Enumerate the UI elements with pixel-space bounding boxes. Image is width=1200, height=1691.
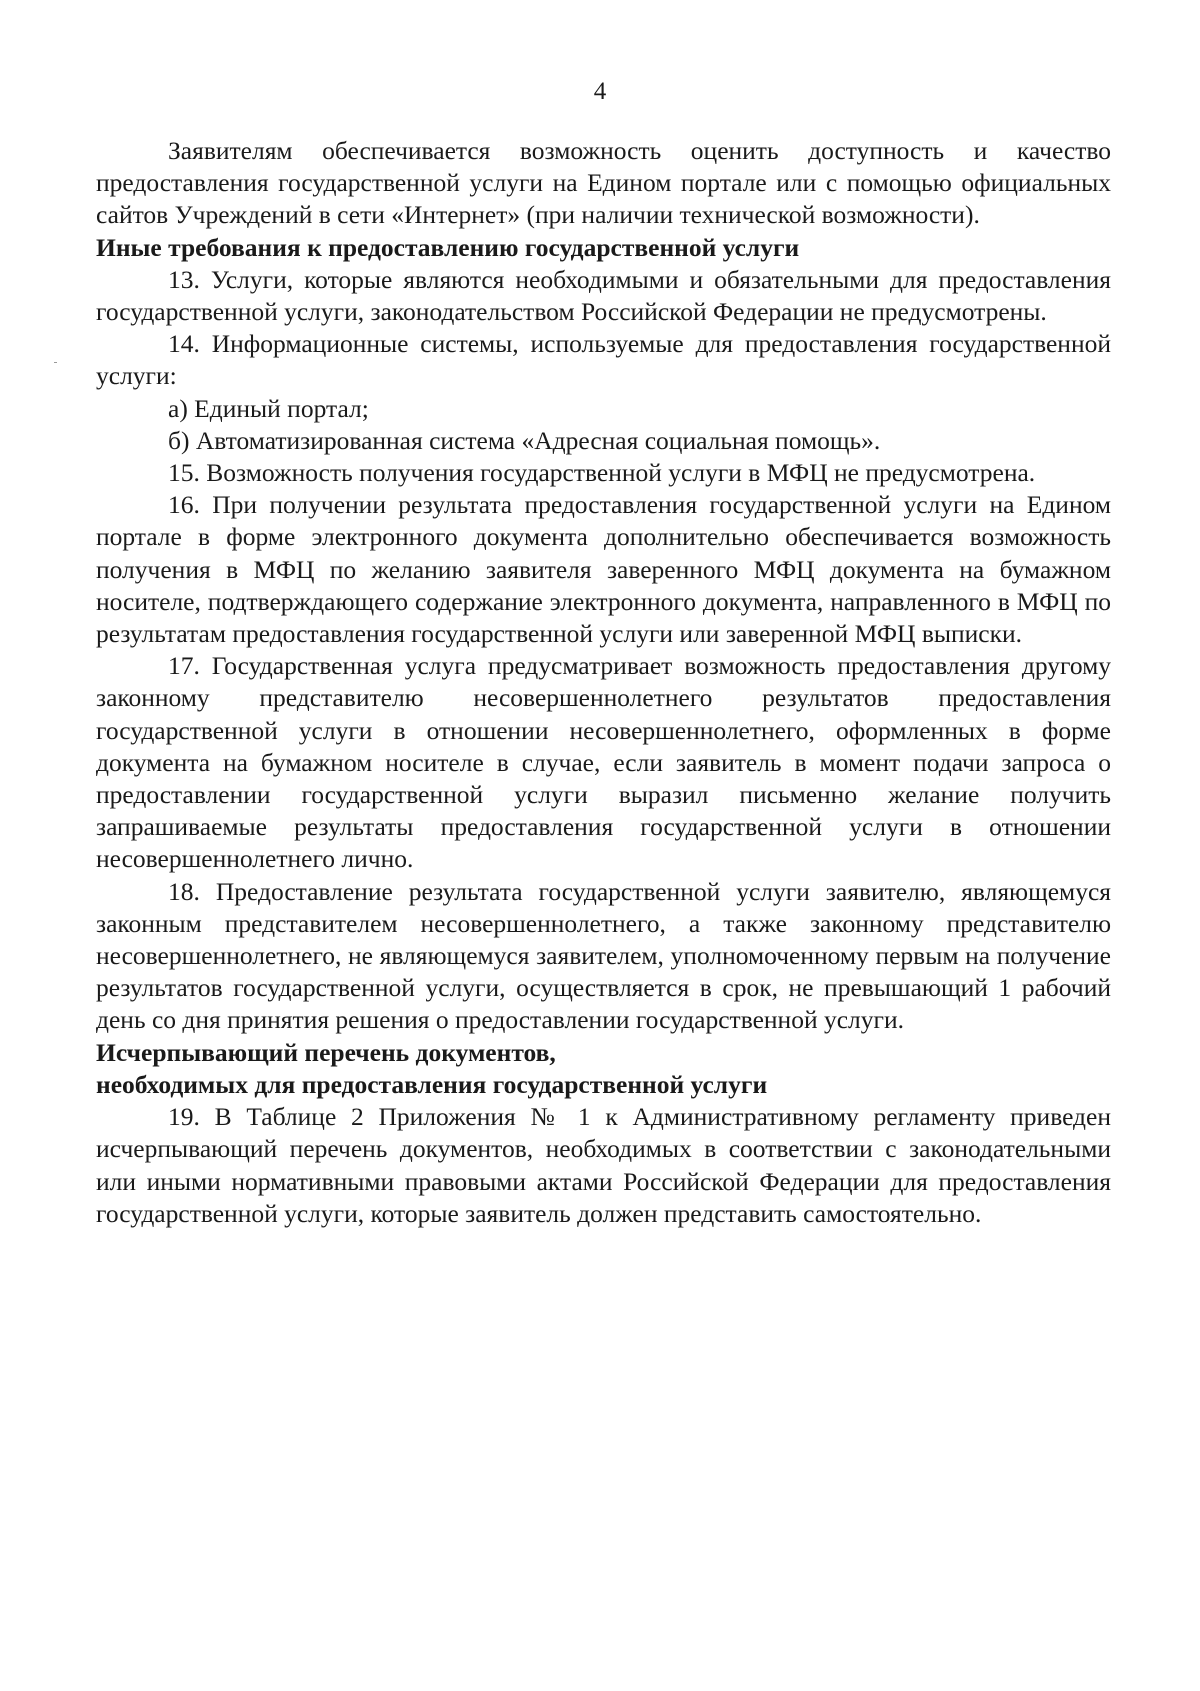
paragraph-14: 14. Информационные системы, используемые для предоставления государственной услуги:: [96, 329, 1111, 391]
section-heading-documents-line1: Исчерпывающий перечень документов,: [96, 1037, 556, 1067]
paragraph-13: 13. Услуги, которые являются необходимыми и обязательными для предоставления государственной услуги, законодательством Российской Федерации не предусмотрены.: [96, 264, 1111, 327]
section-heading-documents: [96, 1037, 1111, 1101]
document-body: [96, 135, 1111, 1230]
section-heading-other-requirements: Иные требования к предоставлению государственной услуги: [96, 232, 800, 262]
section-heading-documents-line2: необходимых для предоставления государственной услуги: [96, 1069, 768, 1099]
paragraph-19: 19. В Таблице 2 Приложения № 1 к Административному регламенту приведен исчерпывающий перечень документов, необходимых в соответствии с законодательными или иными нормативными правовыми актами Российской Федерации для предоставления государственной услуги, которые заявитель должен представить самостоятельно.: [96, 1102, 1111, 1228]
page-number: 4: [593, 78, 607, 105]
list-item-b: б) Автоматизированная система «Адресная социальная помощь».: [168, 425, 881, 455]
paragraph-15: 15. Возможность получения государственной услуги в МФЦ не предусмотрена.: [168, 458, 1036, 488]
paragraph-18: 18. Предоставление результата государственной услуги заявителю, являющемуся законным представителем несовершеннолетнего, а также законному представителю несовершеннолетнего, не являющемуся заявителем, уполномоченному первым на получение результатов государственной услуги, осуществляется в срок, не превышающий 1 рабочий день со дня принятия решения о предоставлении государственной услуги.: [96, 876, 1111, 1035]
list-item-a: а) Единый портал;: [168, 393, 369, 423]
intro-paragraph: Заявителям обеспечивается возможность оценить доступность и качество предоставления государственной услуги на Едином портале или с помощью официальных сайтов Учреждений в сети «Интернет» (при наличии технической возможности).: [96, 136, 1111, 230]
scan-speck: [54, 362, 57, 363]
paragraph-17: 17. Государственная услуга предусматривает возможность предоставления другому законному представителю несовершеннолетнего результатов предоставления государственной услуги в отношении несовершеннолетнего, оформленных в форме документа на бумажном носителе в случае, если заявитель в момент подачи запроса о предоставлении государственной услуги выразил письменно желание получить запрашиваемые результаты предоставления государственной услуги в отношении несовершеннолетнего лично.: [96, 651, 1111, 874]
paragraph-16: 16. При получении результата предоставления государственной услуги на Едином портале в форме электронного документа дополнительно обеспечивается возможность получения в МФЦ по желанию заявителя заверенного МФЦ документа на бумажном носителе, подтверждающего содержание электронного документа, направленного в МФЦ по результатам предоставления государственной услуги или заверенной МФЦ выписки.: [96, 490, 1111, 649]
